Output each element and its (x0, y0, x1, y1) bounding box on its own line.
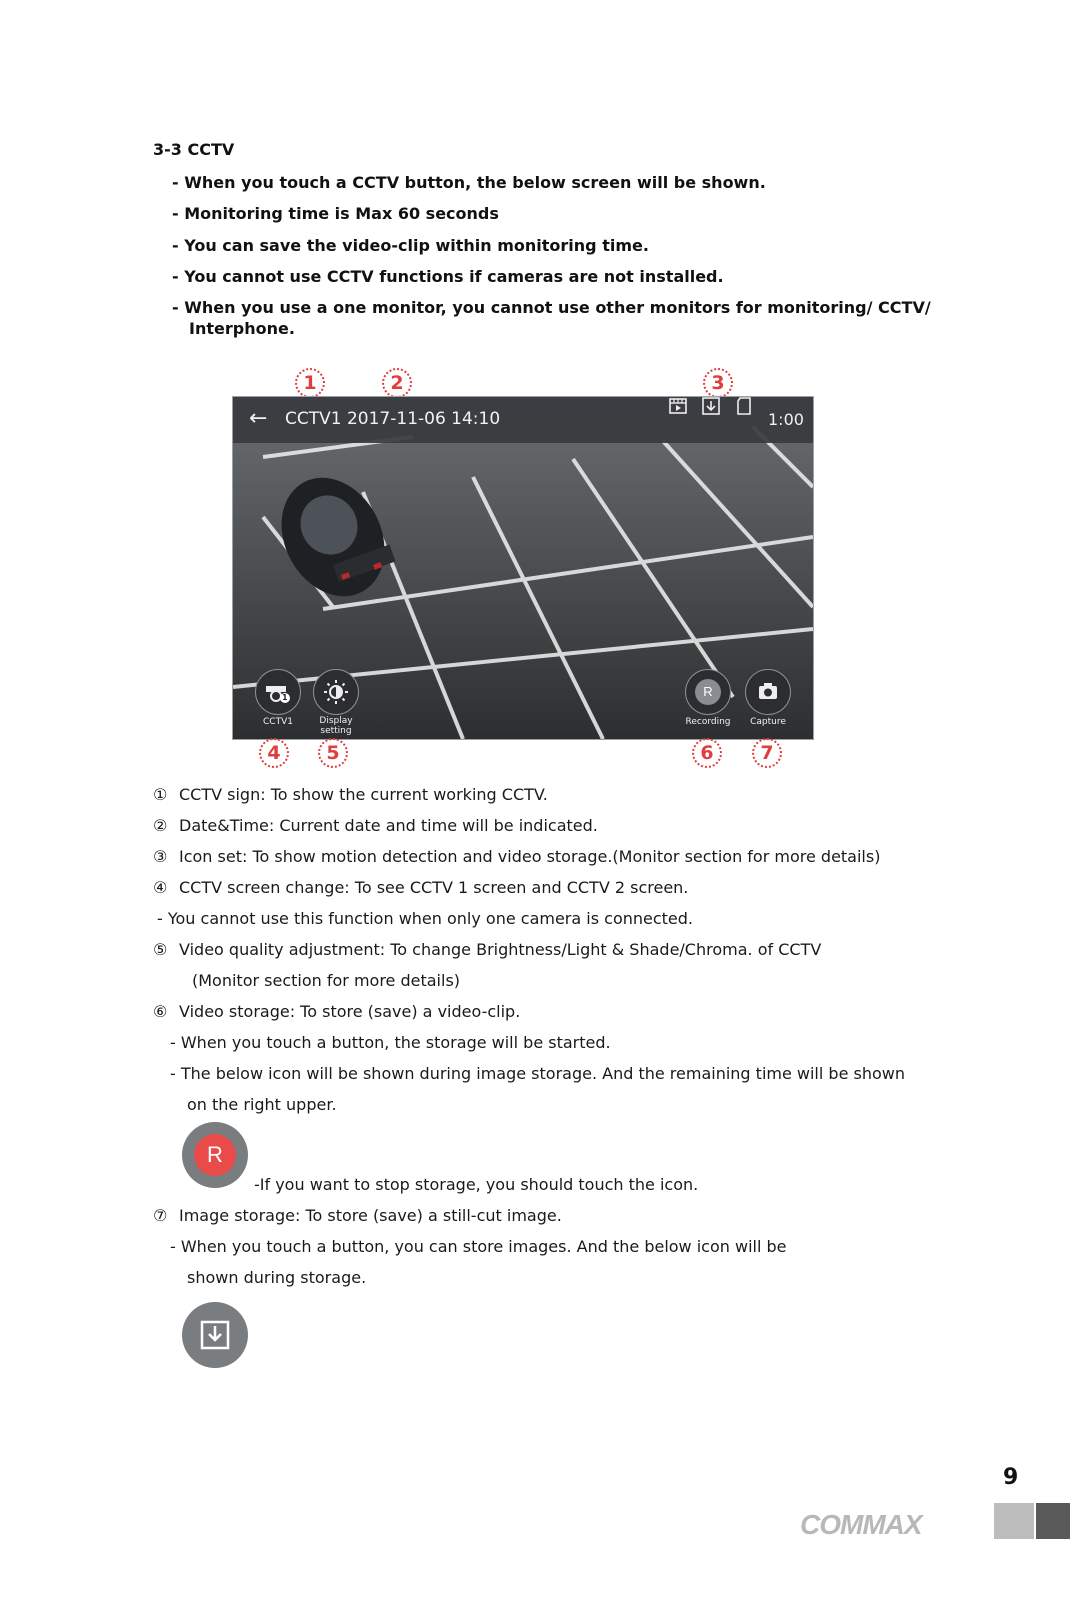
circled-number-7: ⑦ (153, 1206, 168, 1225)
description-1-text: CCTV sign: To show the current working CCTV. (179, 785, 548, 804)
description-3-text: Icon set: To show motion detection and video storage.(Monitor section for more details) (179, 847, 881, 866)
record-r-letter: R (194, 1134, 236, 1176)
bullet-2: - Monitoring time is Max 60 seconds (172, 204, 499, 223)
bullet-5 (172, 297, 962, 339)
circled-number-1: ① (153, 785, 168, 804)
description-6-text: Video storage: To store (save) a video-clip. (179, 1002, 521, 1021)
cctv-title: CCTV1 2017-11-06 14:10 (285, 409, 501, 429)
circled-number-2: ② (153, 816, 168, 835)
circled-number-6: ⑥ (153, 1002, 168, 1021)
cctv-badge: 1 (282, 693, 288, 702)
camera-capture-icon (746, 670, 790, 714)
storage-icon (702, 397, 720, 415)
description-2 (153, 816, 598, 835)
sd-card-icon (735, 397, 753, 415)
bullet-3: - You can save the video-clip within monitoring time. (172, 236, 649, 255)
circled-number-3: ③ (153, 847, 168, 866)
description-7-note-1a: - When you touch a button, you can store images. And the below icon will be (170, 1237, 787, 1256)
description-5-text: Video quality adjustment: To change Brightness/Light & Shade/Chroma. of CCTV (179, 940, 822, 959)
marker-4: 4 (259, 738, 289, 768)
description-5-cont: (Monitor section for more details) (192, 971, 461, 990)
record-r-icon: R (695, 679, 721, 705)
footer-bar-dark (1036, 1503, 1070, 1539)
marker-1: 1 (295, 368, 325, 398)
marker-3: 3 (703, 368, 733, 398)
marker-6: 6 (692, 738, 722, 768)
marker-5: 5 (318, 738, 348, 768)
bullet-5-line-1: - When you use a one monitor, you cannot use other monitors for monitoring/ CCTV/ (172, 298, 931, 317)
download-storage-icon (182, 1302, 248, 1368)
description-2-text: Date&Time: Current date and time will be indicated. (179, 816, 598, 835)
description-6-note-2a: - The below icon will be shown during image storage. And the remaining time will be shown (170, 1064, 905, 1083)
display-setting-button[interactable] (313, 669, 359, 715)
storage-indicator-icon (182, 1302, 248, 1368)
back-arrow-icon[interactable]: ← (249, 406, 268, 431)
remaining-time: 1:00 (768, 410, 804, 429)
description-6-stop: -If you want to stop storage, you should touch the icon. (254, 1175, 699, 1194)
description-4-text: CCTV screen change: To see CCTV 1 screen and CCTV 2 screen. (179, 878, 689, 897)
commax-logo: COMMAX (800, 1509, 922, 1540)
description-4 (153, 878, 688, 897)
display-label-1: Display (319, 716, 353, 726)
description-1 (153, 785, 548, 804)
description-3 (153, 847, 880, 866)
motion-detect-icon (669, 397, 687, 415)
circled-number-5: ⑤ (153, 940, 168, 959)
bullet-5-line-2: Interphone. (189, 319, 295, 338)
recording-button[interactable] (685, 669, 731, 715)
marker-7: 7 (752, 738, 782, 768)
cctv-label: CCTV1 (263, 717, 293, 727)
display-label-2: setting (320, 726, 352, 736)
brightness-icon (314, 670, 358, 714)
recording-indicator-icon (182, 1122, 248, 1188)
circled-number-4: ④ (153, 878, 168, 897)
description-4-note: - You cannot use this function when only one camera is connected. (157, 909, 694, 928)
capture-button[interactable] (745, 669, 791, 715)
description-6-note-2b: on the right upper. (187, 1095, 337, 1114)
recording-label: Recording (685, 717, 731, 727)
display-setting-label (306, 716, 366, 736)
bullet-1: - When you touch a CCTV button, the below screen will be shown. (172, 173, 766, 192)
description-7 (153, 1206, 562, 1225)
bullet-4: - You cannot use CCTV functions if cameras are not installed. (172, 267, 724, 286)
description-5 (153, 940, 821, 959)
marker-2: 2 (382, 368, 412, 398)
camera-icon (256, 670, 300, 714)
description-6-note-1: - When you touch a button, the storage will be started. (170, 1033, 611, 1052)
footer-bar-light (994, 1503, 1034, 1539)
description-7-text: Image storage: To store (save) a still-cut image. (179, 1206, 562, 1225)
section-title: 3-3 CCTV (153, 140, 235, 159)
page-number: 9 (1003, 1465, 1019, 1490)
cctv-screenshot (232, 396, 814, 740)
capture-label: Capture (750, 717, 786, 727)
cctv-change-button[interactable] (255, 669, 301, 715)
description-6 (153, 1002, 520, 1021)
description-7-note-1b: shown during storage. (187, 1268, 367, 1287)
